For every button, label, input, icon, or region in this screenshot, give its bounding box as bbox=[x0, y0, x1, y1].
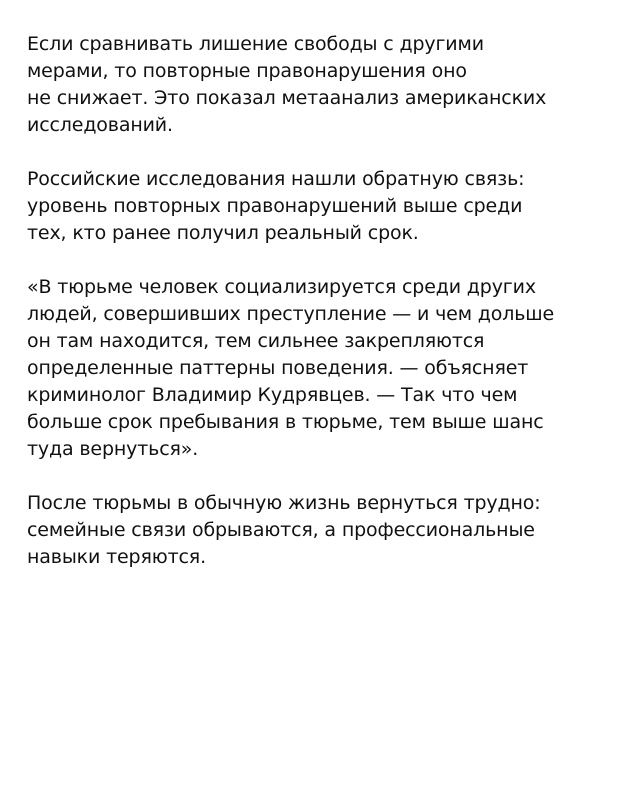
article-body bbox=[27, 31, 617, 598]
text-line: определенные паттерны поведения. — объясняет bbox=[27, 357, 529, 379]
paragraph-russian-research bbox=[27, 166, 617, 247]
text-line: криминолог Владимир Кудрявцев. — Так что чем bbox=[27, 384, 518, 406]
text-line: не снижает. Это показал метаанализ американских bbox=[27, 87, 547, 109]
text-line: «В тюрьме человек социализируется среди других bbox=[27, 276, 536, 298]
text-line: больше срок пребывания в тюрьме, тем выше шанс bbox=[27, 411, 544, 433]
text-line: туда вернуться». bbox=[27, 438, 199, 460]
text-line: тех, кто ранее получил реальный срок. bbox=[27, 222, 419, 244]
text-line: семейные связи обрываются, а профессиональные bbox=[27, 519, 535, 541]
paragraph-sentencing-metaanalysis bbox=[27, 31, 617, 139]
paragraph-life-after-prison bbox=[27, 490, 617, 571]
text-line: Если сравнивать лишение свободы с другими bbox=[27, 33, 484, 55]
text-line: уровень повторных правонарушений выше среди bbox=[27, 195, 523, 217]
text-line: людей, совершивших преступление — и чем дольше bbox=[27, 303, 555, 325]
text-line: мерами, то повторные правонарушения оно bbox=[27, 60, 467, 82]
text-line: исследований. bbox=[27, 114, 173, 136]
text-line: навыки теряются. bbox=[27, 546, 206, 568]
text-line: он там находится, тем сильнее закрепляются bbox=[27, 330, 485, 352]
text-line: Российские исследования нашли обратную связь: bbox=[27, 168, 525, 190]
paragraph-criminologist-quote bbox=[27, 274, 617, 463]
text-line: После тюрьмы в обычную жизнь вернуться трудно: bbox=[27, 492, 541, 514]
